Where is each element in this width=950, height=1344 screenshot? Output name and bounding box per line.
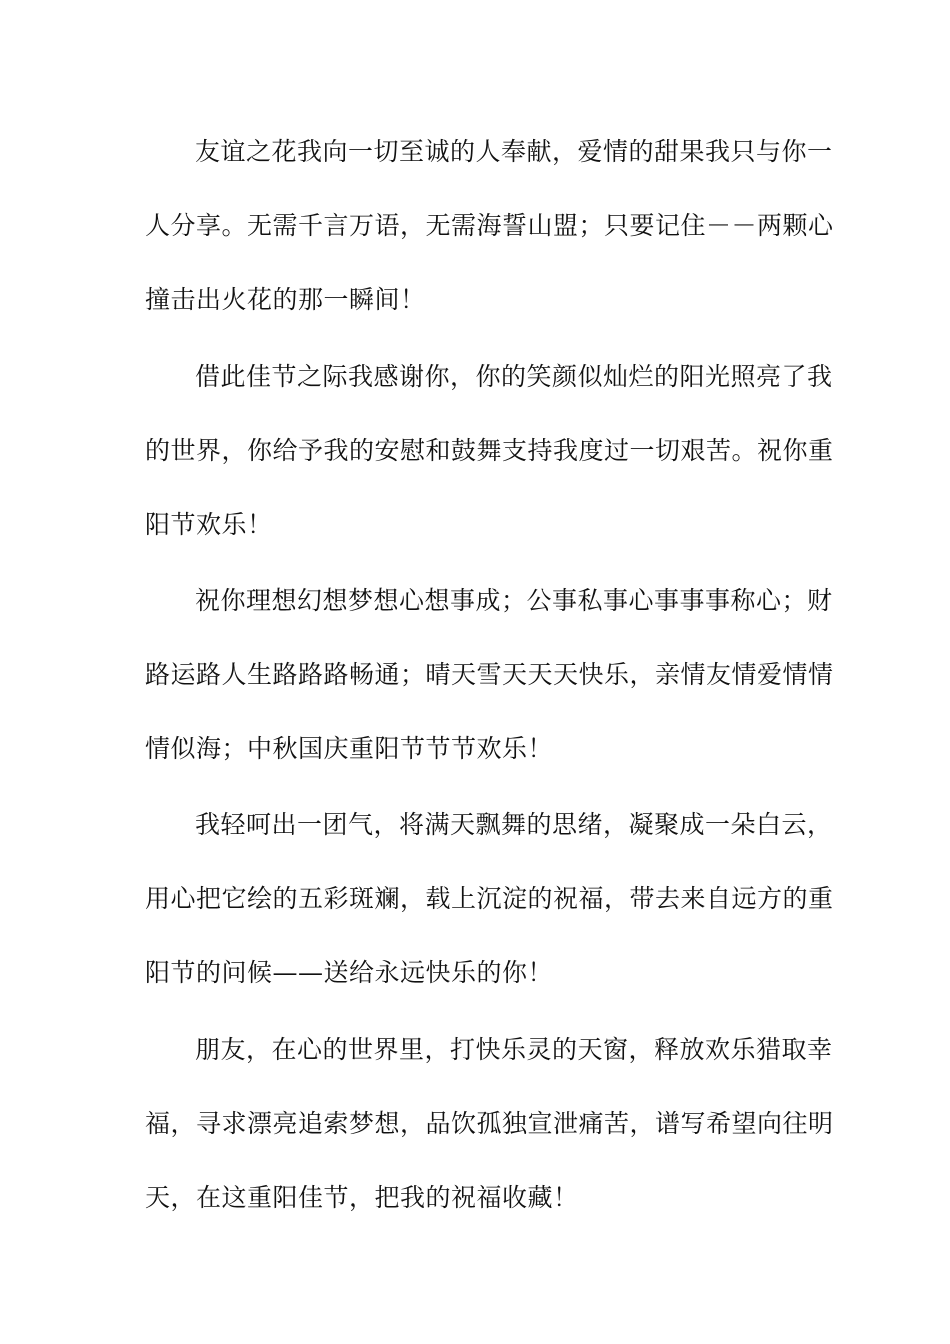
text-line: 朋友，在心的世界里，打快乐灵的天窗，释放欢乐猎取幸: [195, 1035, 833, 1064]
text-line: 借此佳节之际我感谢你，你的笑颜似灿烂的阳光照亮了我: [195, 362, 833, 391]
text-line: 用心把它绘的五彩斑斓，载上沉淀的祝福，带去来自远方的重: [145, 884, 834, 913]
text-line: 天，在这重阳佳节，把我的祝福收藏！: [145, 1183, 579, 1212]
text-line: 友谊之花我向一切至诚的人奉献，爱情的甜果我只与你一: [195, 137, 833, 166]
text-line: 路运路人生路路路畅通；晴天雪天天天快乐，亲情友情爱情情: [145, 660, 834, 689]
text-line: 的世界，你给予我的安慰和鼓舞支持我度过一切艰苦。祝你重: [145, 436, 834, 465]
text-line: 撞击出火花的那一瞬间！: [145, 285, 426, 314]
paragraph-1: [145, 137, 834, 359]
paragraph-3: [145, 586, 834, 808]
paragraph-2: [145, 362, 834, 584]
text-line: 祝你理想幻想梦想心想事成；公事私事心事事事称心；财: [195, 586, 833, 615]
text-line: 人分享。无需千言万语，无需海誓山盟；只要记住－－两颗心: [145, 211, 834, 240]
paragraph-4: [145, 810, 834, 1032]
text-line: 阳节的问候——送给永远快乐的你！: [145, 958, 554, 987]
text-line: 我轻呵出一团气，将满天飘舞的思绪，凝聚成一朵白云，: [195, 810, 833, 839]
text-line: 福，寻求漂亮追索梦想，品饮孤独宣泄痛苦，谱写希望向往明: [145, 1109, 834, 1138]
paragraph-5: [145, 1035, 834, 1257]
text-line: 情似海；中秋国庆重阳节节节欢乐！: [145, 734, 554, 763]
text-line: 阳节欢乐！: [145, 510, 273, 539]
